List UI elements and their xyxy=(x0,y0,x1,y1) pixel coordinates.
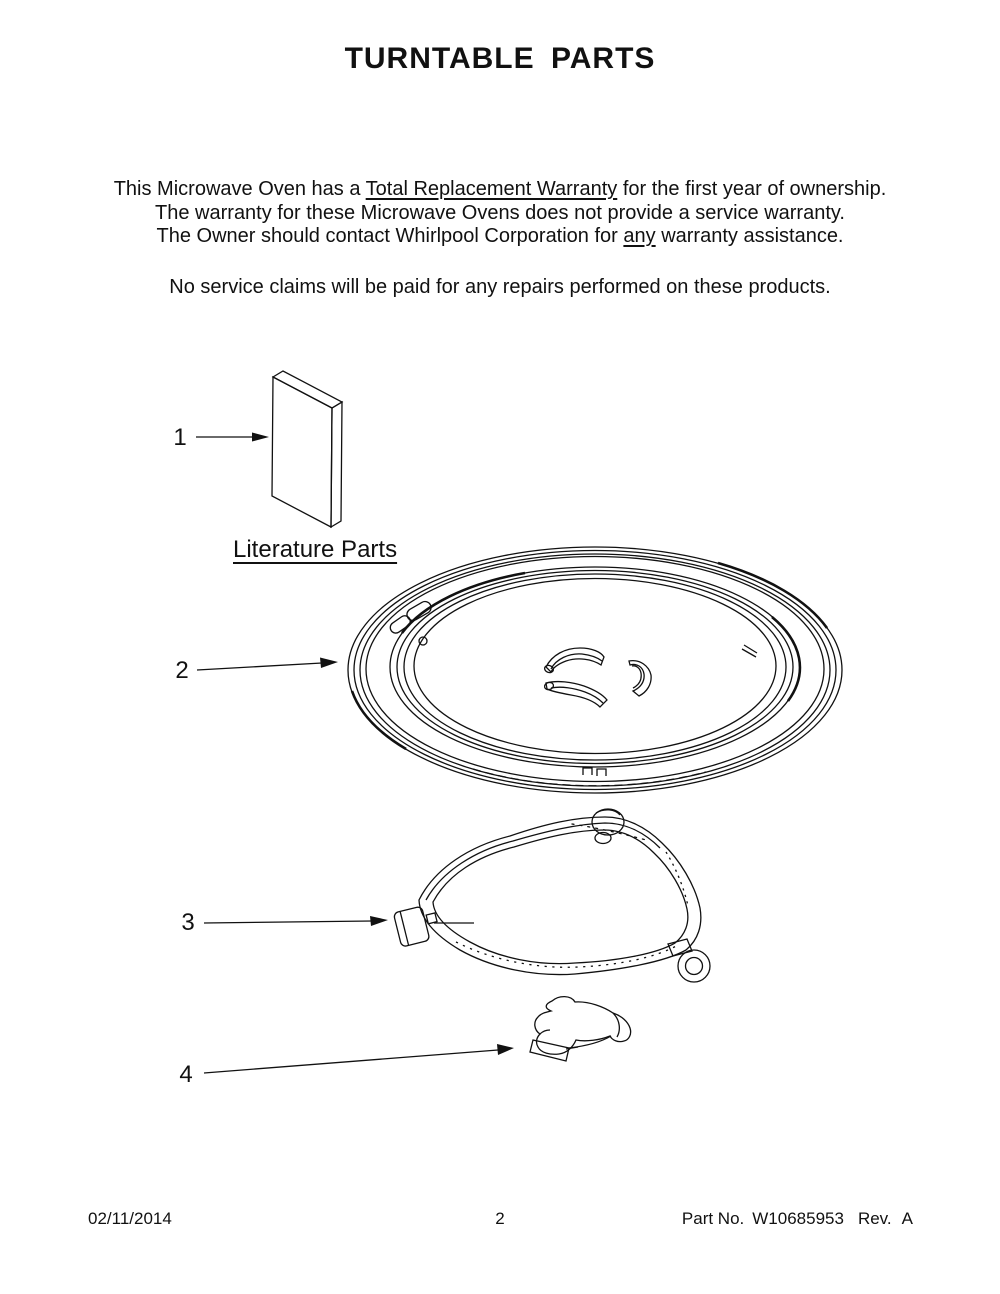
turntable-tray-drawing xyxy=(348,547,842,793)
underlined-phrase: any xyxy=(623,225,656,247)
callout-1-arrow xyxy=(196,433,269,442)
footer-part-number xyxy=(682,1210,913,1227)
rev-label: Rev. xyxy=(857,1209,892,1228)
callout-4-arrow xyxy=(204,1044,514,1073)
part-no-value: W10685953 xyxy=(752,1209,844,1228)
warranty-line-4: No service claims will be paid for any repairs performed on these products. xyxy=(169,275,831,298)
callout-number-2: 2 xyxy=(175,657,189,684)
roller-bottom-right xyxy=(668,939,710,982)
callout-number-4: 4 xyxy=(179,1061,193,1088)
warranty-line-2: The warranty for these Microwave Ovens does not provide a service warranty. xyxy=(155,201,845,224)
callout-number-3: 3 xyxy=(181,909,195,936)
underlined-phrase: Total Replacement Warranty xyxy=(365,178,618,200)
footer-date: 02/11/2014 xyxy=(88,1209,172,1228)
footer-page-number: 2 xyxy=(495,1209,505,1228)
page-title: TURNTABLE PARTS xyxy=(344,42,656,75)
literature-parts-label: Literature Parts xyxy=(233,536,398,563)
tray-center-ribs xyxy=(544,648,652,707)
callout-number-1: 1 xyxy=(173,424,187,451)
warranty-line-1: This Microwave Oven has a Total Replacement Warranty for the first year of ownership. xyxy=(113,178,887,200)
literature-book-drawing xyxy=(272,371,342,527)
roller-ring-drawing xyxy=(393,809,710,982)
callout-2-arrow xyxy=(197,658,338,671)
warranty-text xyxy=(0,178,1000,299)
callout-3-arrow xyxy=(204,916,474,926)
turntable-hub-drawing xyxy=(530,997,631,1061)
roller-top xyxy=(592,809,624,844)
part-no-label: Part No. xyxy=(681,1209,745,1228)
rev-value: A xyxy=(901,1209,913,1228)
warranty-line-3: The Owner should contact Whirlpool Corporation for any warranty assistance. xyxy=(156,225,844,247)
